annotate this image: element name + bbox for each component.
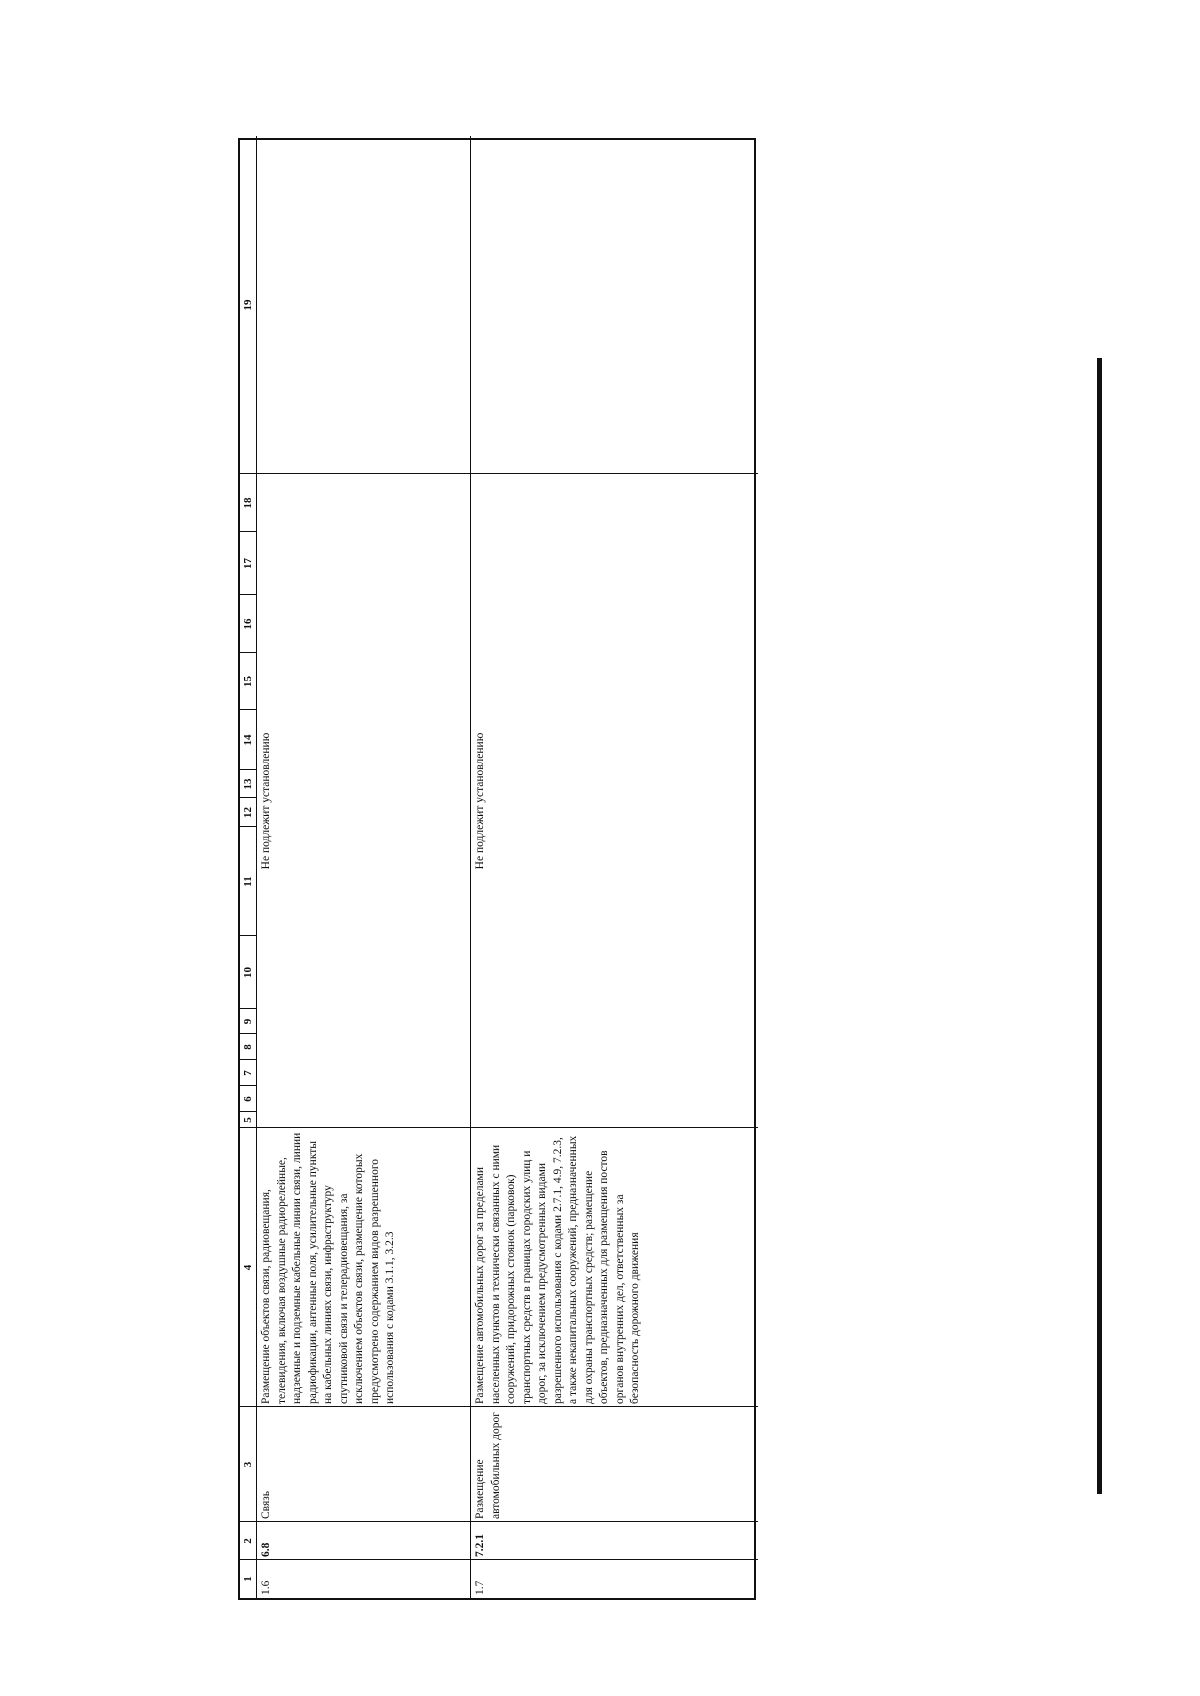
header-col-1: 1: [242, 1576, 254, 1582]
header-col-5: 5: [242, 1117, 254, 1123]
header-col-6: 6: [242, 1096, 254, 1102]
header-col-14: 14: [242, 734, 254, 746]
row-number: 1.7: [474, 1580, 486, 1595]
row-status: Не подлежит установлению: [260, 732, 272, 870]
header-col-15: 15: [242, 676, 254, 687]
row-status: Не подлежит установлению: [474, 732, 486, 870]
rotated-table-sheet: [238, 138, 756, 1600]
row-code: 6.8: [260, 1542, 272, 1557]
header-col-9: 9: [242, 1018, 254, 1025]
header-col-10: 10: [242, 967, 254, 978]
header-col-8: 8: [242, 1044, 254, 1050]
header-col-18: 18: [242, 497, 254, 509]
header-col-13: 13: [242, 778, 254, 790]
row-description: Размещение объектов связи, радиовещания, телевидения, включая воздушные радиорелейные, надземные и подземные кабельные линии связи, линии радиофикации, антенные поля, усилительные пункты на кабельных линиях связи, инфраструктуру спутниковой связи и телерадиовещания, за исключением объектов связи, размещение которых предусмотрено содержанием видов разрешенного использования с кодами 3.1.1, 3.2.3: [260, 1132, 396, 1404]
header-col-16: 16: [242, 618, 254, 630]
header-col-2: 2: [242, 1538, 254, 1544]
row-name: Связь: [260, 1490, 272, 1519]
header-col-19: 19: [242, 299, 254, 311]
header-col-12: 12: [242, 807, 254, 818]
header-col-11: 11: [242, 876, 254, 887]
header-col-17: 17: [242, 558, 254, 569]
header-col-7: 7: [242, 1070, 254, 1076]
row-description: Размещение автомобильных дорог за пределами населенных пунктов и технически связанных с ними сооружений, придорожных стоянок (парковок) транспортных средств в границах городских улиц и дорог, за исключением предусмотренных видами разрешенного использования с кодами 2.7.1, 4.9, 7.2.3, а также некапитальных сооружений, предназначенных для охраны транспортных средств; размещение объектов, предназначенных для размещения постов органов внутренних дел, ответственных за безопасность дорожного движения: [474, 1135, 641, 1404]
row-number: 1.6: [260, 1580, 272, 1595]
row-code: 7.2.1: [474, 1534, 486, 1557]
header-col-3: 3: [242, 1461, 254, 1468]
row-name: Размещение автомобильных дорог: [474, 1412, 502, 1519]
col-line: [240, 473, 758, 474]
header-col-4: 4: [242, 1264, 254, 1271]
margin-rule-line: [1097, 358, 1102, 1494]
data-table: [238, 138, 756, 1600]
